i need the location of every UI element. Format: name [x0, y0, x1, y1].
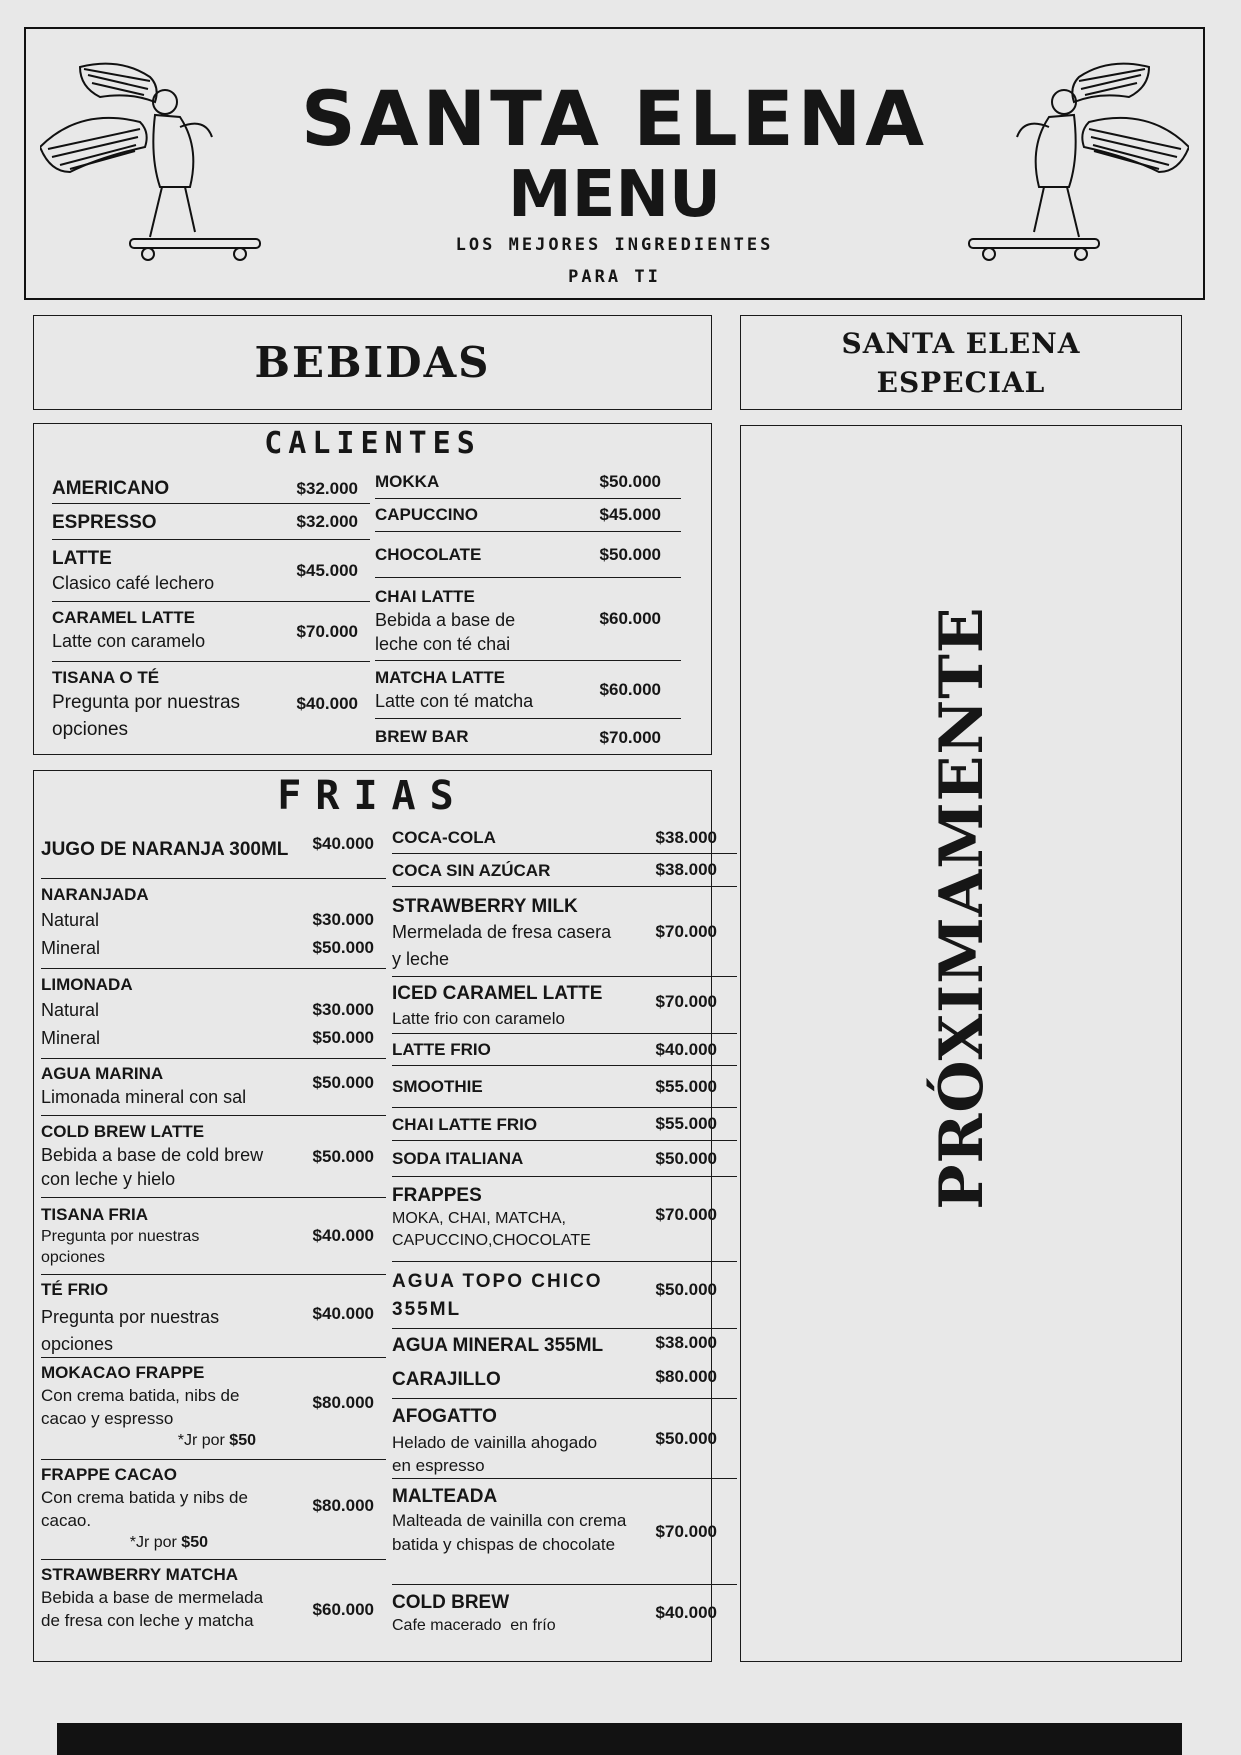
bebidas-title-box [33, 315, 712, 410]
option-label: Natural [41, 1000, 100, 1020]
menu-item [41, 1275, 386, 1358]
item-name: COCA-COLA [392, 828, 496, 847]
especial-title-line1: SANTA ELENA [841, 327, 1081, 360]
calientes-right-column [375, 466, 681, 751]
item-price: $80.000 [312, 1495, 374, 1515]
item-name: BREW BAR [375, 727, 469, 746]
item-price: $70.000 [599, 728, 661, 748]
menu-item [392, 1177, 737, 1262]
menu-item [392, 1399, 737, 1479]
option-price: $30.000 [312, 910, 374, 929]
item-description: Con crema batida, nibs de cacao y espresso [41, 1386, 240, 1428]
menu-item [392, 1479, 737, 1585]
item-name: SMOOTHIE [392, 1077, 483, 1096]
item-name: STRAWBERRY MATCHA [41, 1565, 239, 1584]
menu-item [375, 719, 681, 751]
item-name: LATTE FRIO [392, 1040, 491, 1059]
item-price: $50.000 [312, 1146, 374, 1166]
menu-header [24, 27, 1205, 300]
restaurant-name: SANTA ELENA [300, 74, 929, 163]
option-price: $50.000 [312, 938, 374, 957]
item-option [41, 934, 386, 962]
item-name: STRAWBERRY MILK [392, 896, 578, 917]
item-price: $40.000 [296, 694, 358, 713]
item-name: CHAI LATTE [375, 587, 475, 606]
item-name: TISANA O TÉ [52, 668, 160, 687]
menu-item [392, 1141, 737, 1177]
item-description: Helado de vainilla ahogado en espresso [392, 1433, 598, 1475]
item-description: Pregunta por nuestras opciones [52, 692, 241, 740]
item-price: $45.000 [599, 505, 661, 524]
proximamente-text: PRÓXIMAMENTE [927, 606, 997, 1210]
item-price: $38.000 [655, 1332, 717, 1352]
menu-item [41, 969, 386, 1059]
menu-item [392, 1066, 737, 1108]
item-price: $32.000 [296, 478, 358, 498]
option-label: Mineral [41, 1028, 101, 1048]
item-price: $70.000 [655, 992, 717, 1012]
option-label: Mineral [41, 938, 101, 958]
item-price: $40.000 [312, 833, 374, 853]
item-description: Latte frio con caramelo [392, 1009, 565, 1028]
menu-item [392, 887, 737, 977]
item-description: Malteada de vainilla con crema batida y chispas de chocolate [392, 1511, 627, 1554]
item-name: TÉ FRIO [41, 1280, 109, 1299]
item-description: Latte con caramelo [52, 631, 206, 651]
item-price: $50.000 [312, 1072, 374, 1092]
item-description: Clasico café lechero [52, 573, 215, 593]
menu-item [41, 1460, 386, 1560]
calientes-title: CALIENTES [264, 426, 481, 461]
item-name: CHAI LATTE FRIO [392, 1115, 538, 1134]
skateboarding-angel-left-illustration [40, 47, 280, 267]
item-price: $40.000 [655, 1603, 717, 1622]
calientes-panel [33, 423, 712, 755]
menu-item [392, 977, 737, 1034]
bebidas-title: BEBIDAS [254, 338, 491, 387]
item-price: $60.000 [312, 1600, 374, 1619]
item-option [41, 1024, 386, 1052]
calientes-left-column [52, 474, 370, 746]
item-description: Pregunta por nuestras opciones [41, 1228, 200, 1266]
menu-item [392, 1108, 737, 1141]
item-price: $38.000 [655, 860, 717, 879]
especial-panel [740, 425, 1182, 1662]
item-note [41, 1532, 386, 1554]
item-name: ICED CARAMEL LATTE [392, 983, 603, 1004]
menu-item [392, 854, 737, 887]
menu-item [41, 1198, 386, 1275]
especial-title [741, 324, 1181, 402]
item-price: $55.000 [655, 1076, 717, 1096]
item-option [41, 906, 386, 934]
item-price: $55.000 [655, 1114, 717, 1133]
item-price: $40.000 [655, 1039, 717, 1059]
item-name: MATCHA LATTE [375, 668, 505, 687]
frias-right-column [392, 823, 737, 1641]
menu-item [392, 1585, 737, 1641]
option-label: Natural [41, 910, 100, 930]
menu-item [41, 1560, 386, 1660]
especial-title-box [740, 315, 1182, 410]
item-price: $50.000 [599, 472, 661, 491]
menu-item [52, 540, 370, 602]
item-name: AFOGATTO [392, 1406, 497, 1427]
note-text: *Jr por [177, 1432, 225, 1449]
item-description: Bebida a base de leche con té chai [375, 610, 516, 654]
item-name: LATTE [52, 548, 112, 569]
item-price: $70.000 [296, 621, 358, 641]
menu-item [392, 1329, 737, 1363]
option-price: $30.000 [312, 1000, 374, 1019]
item-name: MOKACAO FRAPPE [41, 1363, 205, 1382]
item-name: CHOCOLATE [375, 545, 482, 564]
item-price: $80.000 [655, 1367, 717, 1386]
item-price: $50.000 [599, 544, 661, 564]
item-price: $40.000 [312, 1226, 374, 1245]
menu-item [392, 1034, 737, 1066]
item-description: Latte con té matcha [375, 691, 534, 711]
item-price: $70.000 [655, 1204, 717, 1224]
tagline-line2: PARA TI [568, 267, 661, 287]
frias-left-column [41, 826, 386, 1660]
menu-item [41, 1358, 386, 1460]
item-name: TISANA FRIA [41, 1205, 149, 1224]
menu-item [41, 1059, 386, 1116]
item-name: AGUA MINERAL 355ML [392, 1335, 604, 1356]
item-price: $38.000 [655, 828, 717, 847]
item-price: $32.000 [296, 511, 358, 531]
item-price: $80.000 [312, 1393, 374, 1413]
item-price: $70.000 [655, 921, 717, 941]
item-name: AGUA MARINA [41, 1064, 164, 1083]
menu-item [52, 602, 370, 662]
item-description: Pregunta por nuestras opciones [41, 1307, 220, 1354]
item-name: AMERICANO [52, 478, 170, 499]
item-name: SODA ITALIANA [392, 1149, 524, 1168]
frias-panel [33, 770, 717, 1662]
menu-heading: MENU [508, 158, 721, 232]
item-name: AGUA TOPO CHICO 355ML [392, 1271, 603, 1320]
item-price: $60.000 [599, 609, 661, 628]
item-price: $50.000 [655, 1279, 717, 1299]
item-price: $45.000 [296, 560, 358, 580]
item-description: Cafe macerado en frío [392, 1617, 556, 1634]
note-price: $50 [229, 1432, 256, 1449]
item-description: Mermelada de fresa casera y leche [392, 922, 612, 969]
item-name: NARANJADA [41, 885, 149, 904]
menu-item [375, 466, 681, 499]
item-name: FRAPPES [392, 1185, 482, 1206]
menu-item [375, 499, 681, 532]
item-name: LIMONADA [41, 975, 133, 994]
item-name: CARAJILLO [392, 1369, 501, 1390]
note-text: *Jr por [129, 1534, 177, 1551]
menu-item [52, 504, 370, 540]
menu-item [41, 1116, 386, 1198]
menu-item [52, 662, 370, 746]
item-name: FRAPPE CACAO [41, 1465, 178, 1484]
item-price: $40.000 [312, 1303, 374, 1323]
item-description: Con crema batida y nibs de cacao. [41, 1488, 248, 1530]
menu-item [52, 474, 370, 504]
item-price: $70.000 [655, 1521, 717, 1541]
menu-item [375, 578, 681, 661]
option-price: $50.000 [312, 1028, 374, 1047]
item-name: COCA SIN AZÚCAR [392, 861, 551, 880]
frias-title: FRIAS [277, 773, 468, 819]
item-name: CAPUCCINO [375, 505, 478, 524]
item-note [41, 1430, 386, 1452]
menu-item [392, 823, 737, 854]
menu-item [41, 826, 386, 879]
menu-item [392, 1262, 737, 1329]
item-name: JUGO DE NARANJA 300ML [41, 839, 289, 860]
item-name: ESPRESSO [52, 512, 157, 533]
item-name: MOKKA [375, 472, 440, 491]
menu-item [375, 532, 681, 578]
item-name: CARAMEL LATTE [52, 608, 195, 627]
skateboarding-angel-right-illustration [949, 47, 1189, 267]
item-description: Bebida a base de mermelada de fresa con leche y matcha [41, 1588, 264, 1630]
item-price: $50.000 [655, 1148, 717, 1168]
item-price: $50.000 [655, 1428, 717, 1448]
item-name: COLD BREW [392, 1592, 510, 1613]
item-option [41, 996, 386, 1024]
footer-bar [57, 1723, 1182, 1755]
item-name: COLD BREW LATTE [41, 1122, 205, 1141]
menu-item [392, 1363, 737, 1399]
item-description: Limonada mineral con sal [41, 1087, 247, 1107]
note-price: $50 [181, 1534, 208, 1551]
item-description: MOKA, CHAI, MATCHA, CAPUCCINO,CHOCOLATE [392, 1210, 591, 1249]
menu-item [375, 661, 681, 719]
item-price: $60.000 [599, 679, 661, 699]
menu-item [41, 879, 386, 969]
especial-title-line2: ESPECIAL [876, 366, 1046, 399]
tagline-line1: LOS MEJORES INGREDIENTES [455, 235, 774, 255]
item-name: MALTEADA [392, 1486, 498, 1507]
item-description: Bebida a base de cold brew con leche y hielo [41, 1145, 264, 1189]
